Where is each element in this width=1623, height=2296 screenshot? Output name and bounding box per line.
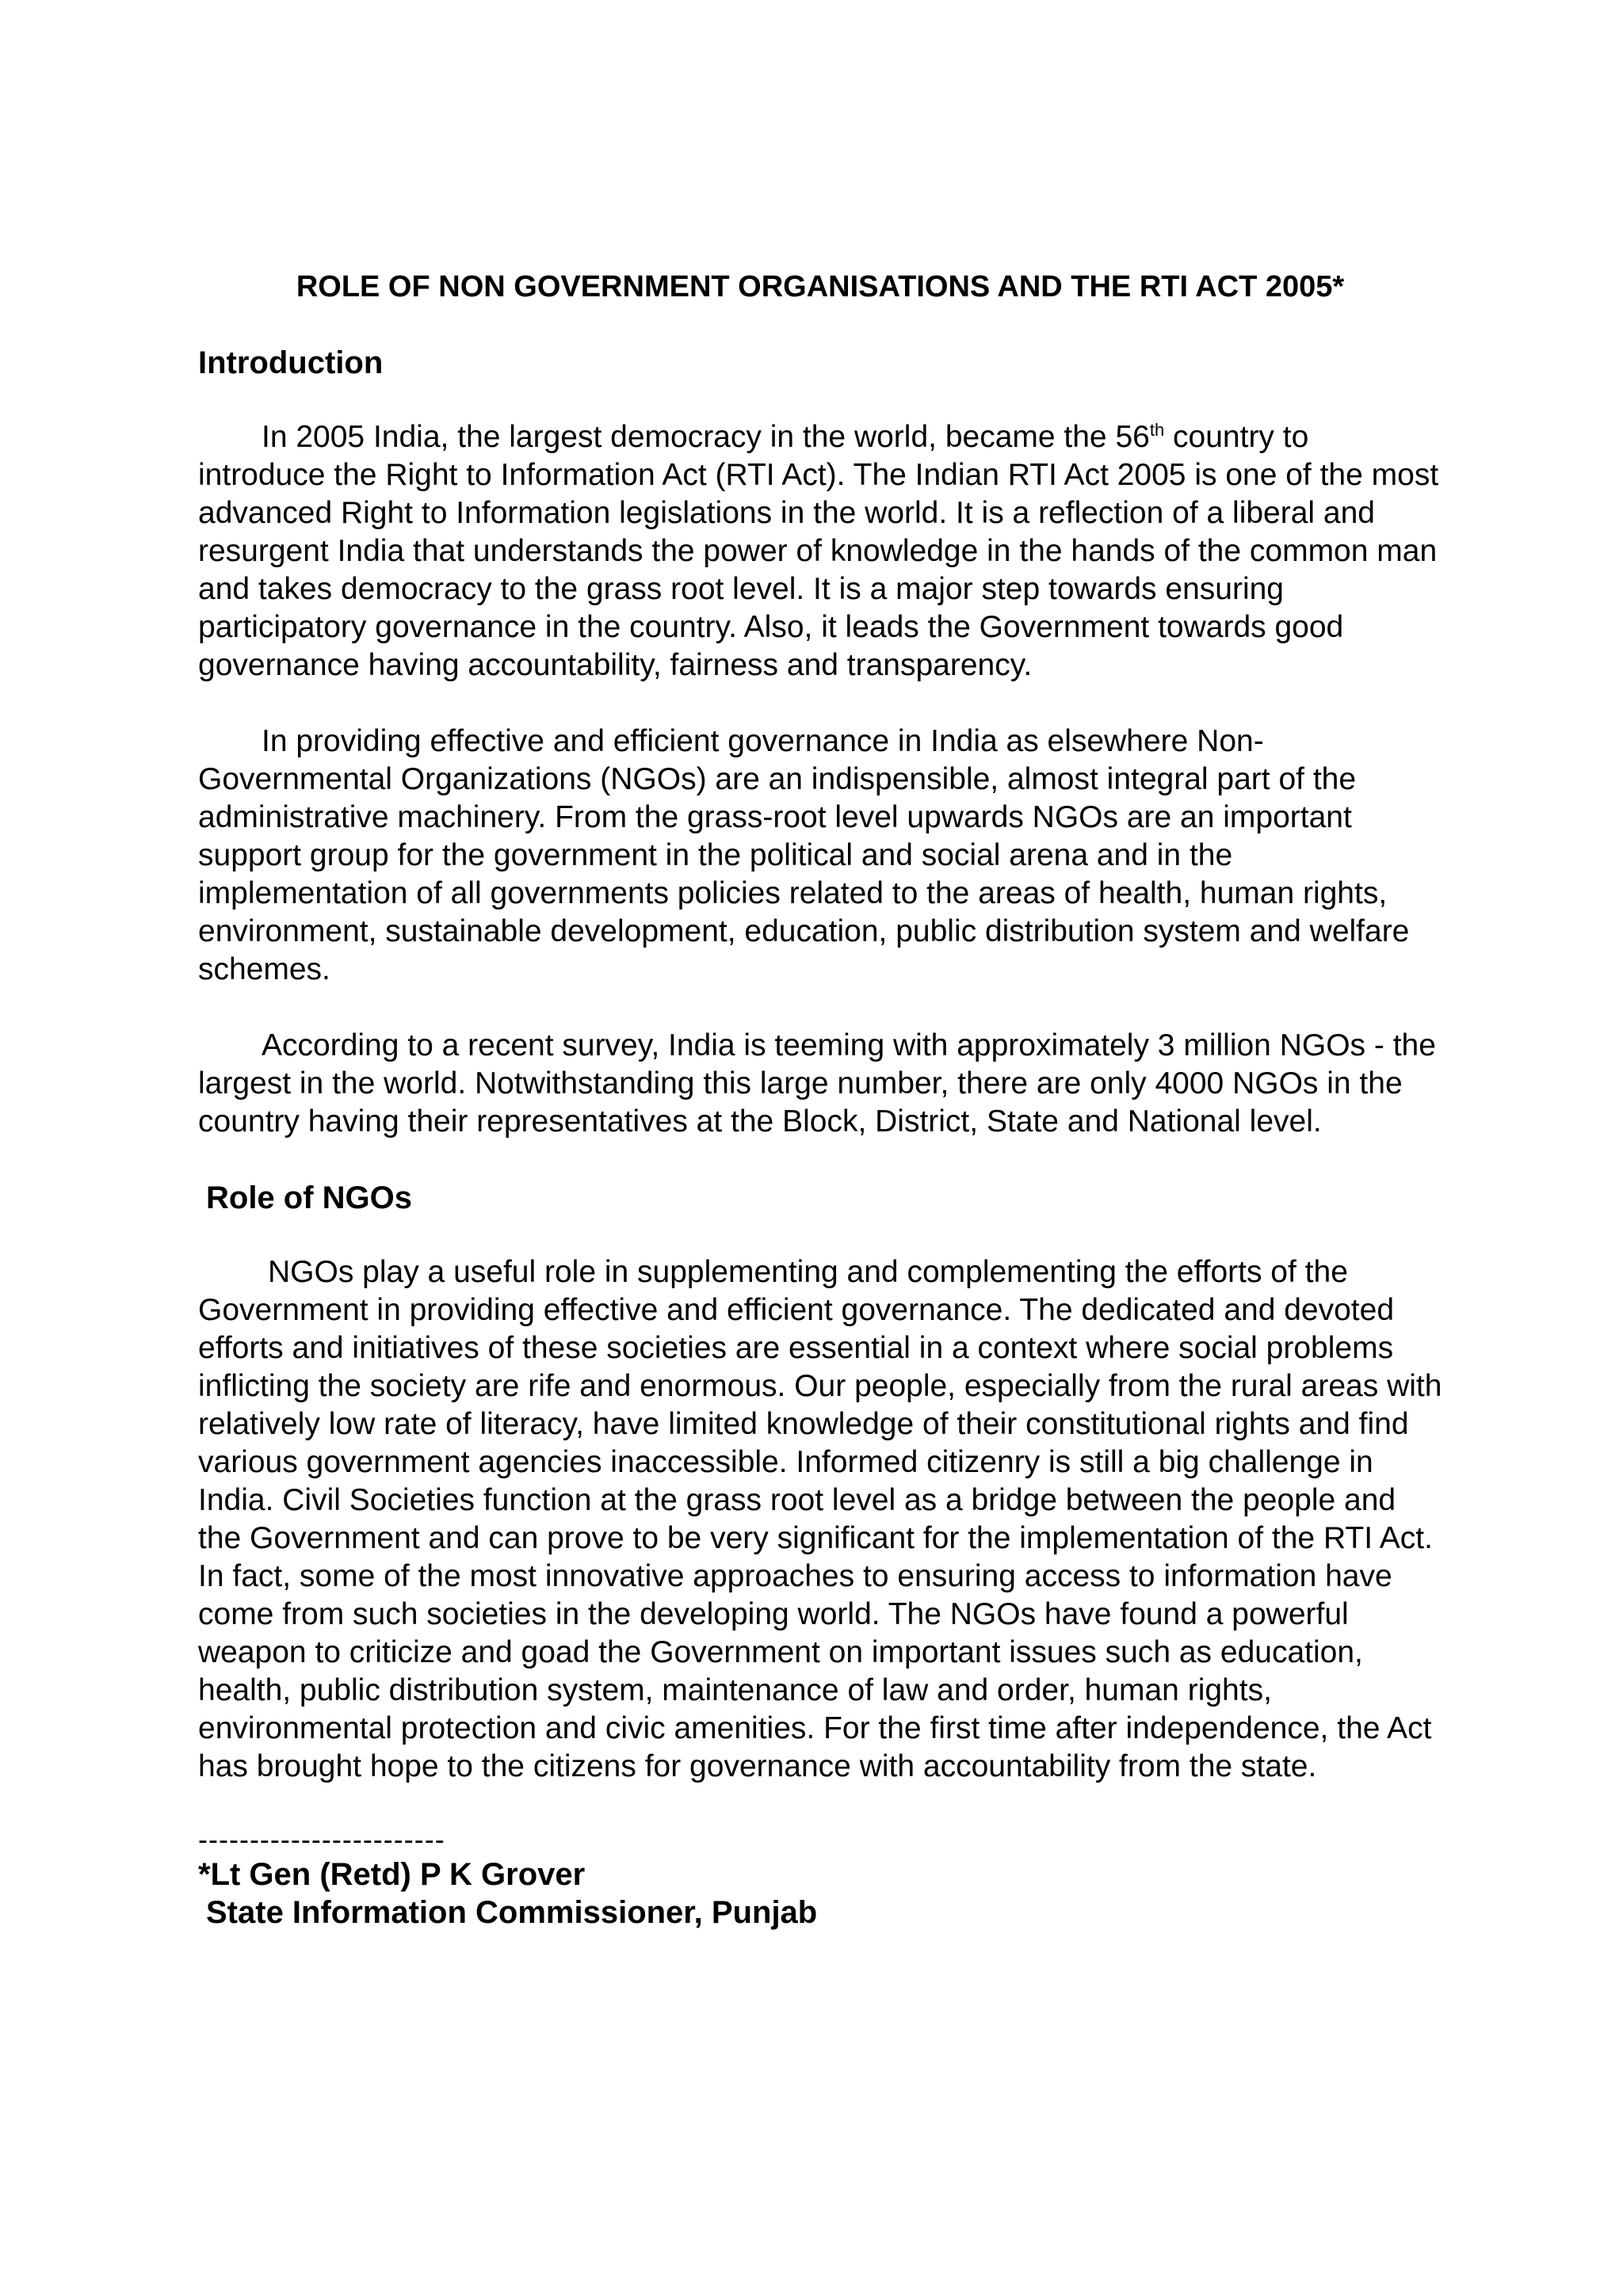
role-paragraph-1: NGOs play a useful role in supplementing and complementing the efforts of the Government in providing effective and efficient governance. The dedicated and devoted efforts and initiatives of these societies are essential in a context where social problems inflicting the society are rife and enormous. Our people, especially from the rural areas with relatively low rate of literacy, have limited knowledge of their constitutional rights and find various government agencies inaccessible. Informed citizenry is still a big challenge in India. Civil Societies function at the grass root level as a bridge between the people and the Government and can prove to be very significant for the implementation of the RTI Act. In fact, some of the most innovative approaches to ensuring access to information have come from such societies in the developing world. The NGOs have found a powerful weapon to criticize and goad the Government on important issues such as education, health, public distribution system, maintenance of law and order, human rights, environmental protection and civic amenities. For the first time after independence, the Act has brought hope to the citizens for governance with accountability from the state. [198, 1254, 1442, 1783]
intro-paragraph-1 [198, 418, 1442, 685]
section-heading-role-of-ngos: Role of NGOs [206, 1180, 413, 1215]
footnote-designation: State Information Commissioner, Punjab [206, 1894, 818, 1930]
intro-paragraph-1-text-a: In 2005 India, the largest democracy in the world, became the 56 [262, 419, 1150, 454]
document-page [198, 269, 1442, 1932]
document-title: ROLE OF NON GOVERNMENT ORGANISATIONS AND THE RTI ACT 2005* [296, 270, 1345, 303]
intro-paragraph-3: According to a recent survey, India is teeming with approximately 3 million NGOs - the largest in the world. Notwithstanding this large number, there are only 4000 NGOs in the country having their representatives at the Block, District, State and National level. [198, 1028, 1436, 1138]
intro-paragraph-1-text-b: country to introduce the Right to Information Act (RTI Act). The Indian RTI Act 2005 is one of the most advanced Right to Information legislations in the world. It is a reflection of a liberal and resurgent India that understands the power of knowledge in the hands of the common man and takes democracy to the grass root level. It is a major step towards ensuring participatory governance in the country. Also, it leads the Government towards good governance having accountability, fairness and transparency. [198, 419, 1439, 682]
footnote-separator: ------------------------ [198, 1822, 445, 1855]
footnote-author: *Lt Gen (Retd) P K Grover [198, 1856, 586, 1892]
section-heading-introduction: Introduction [198, 345, 384, 380]
ordinal-suffix: th [1149, 419, 1165, 440]
intro-paragraph-2: In providing effective and efficient governance in India as elsewhere Non-Governmental Organizations (NGOs) are an indispensible, almost integral part of the administrative machinery. From the grass-root level upwards NGOs are an important support group for the government in the political and social arena and in the implementation of all governments policies related to the areas of health, human rights, environment, sustainable development, education, public distribution system and welfare schemes. [198, 723, 1410, 986]
